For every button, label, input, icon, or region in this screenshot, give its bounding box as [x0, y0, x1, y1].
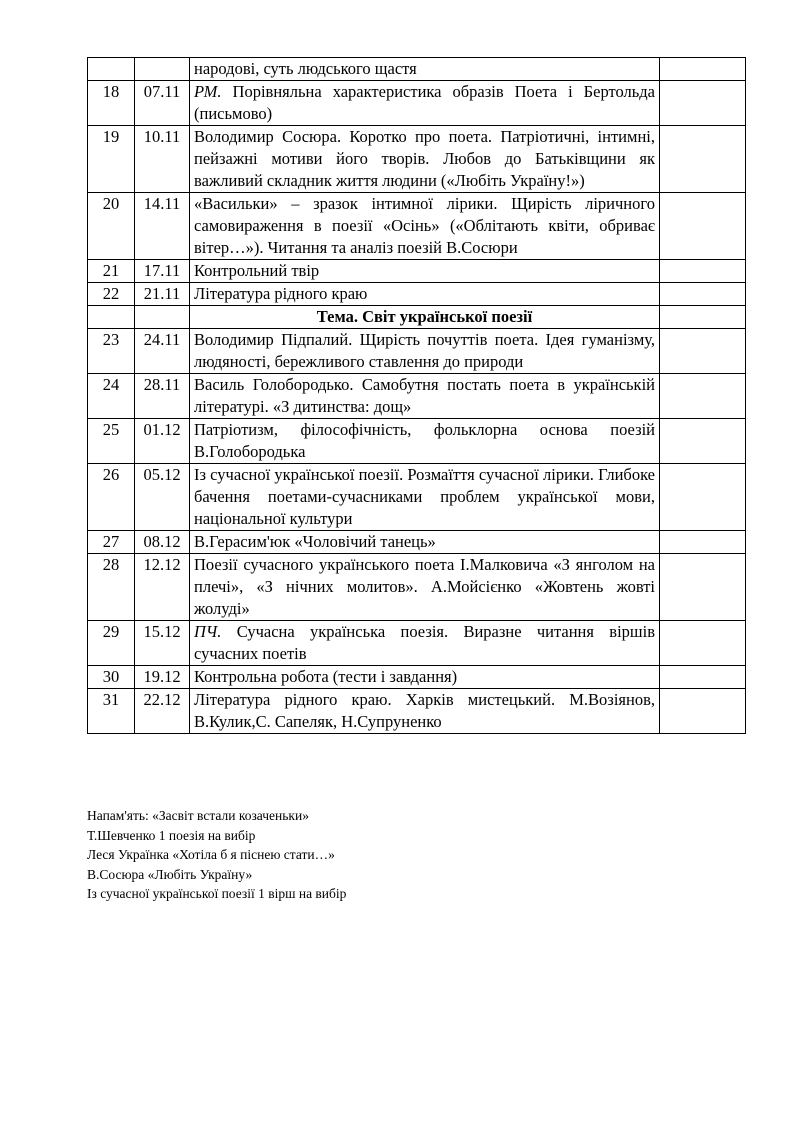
- lesson-note: [660, 464, 746, 531]
- lesson-date: 17.11: [135, 260, 190, 283]
- lesson-number: [88, 58, 135, 81]
- lesson-type-label: ПЧ.: [194, 622, 222, 641]
- table-row: [88, 419, 746, 464]
- lesson-topic-text: Володимир Підпалий. Щирість почуттів поета. Ідея гуманізму, людяності, бережливого ставлення до природи: [194, 330, 655, 371]
- lesson-date: 24.11: [135, 329, 190, 374]
- lesson-date: 21.11: [135, 283, 190, 306]
- table-row: [88, 621, 746, 666]
- table-row: [88, 554, 746, 621]
- lesson-topic: [190, 464, 660, 531]
- lesson-date: [135, 58, 190, 81]
- note-line: Т.Шевченко 1 поезія на вибір: [87, 827, 256, 843]
- table-row: [88, 260, 746, 283]
- lesson-topic-text: Література рідного краю. Харків мистецький. М.Возіянов, В.Кулик,С. Сапеляк, Н.Супруненко: [194, 690, 655, 731]
- lesson-note: [660, 126, 746, 193]
- table-row: [88, 329, 746, 374]
- table-row: [88, 531, 746, 554]
- memorization-notes: [87, 806, 346, 904]
- lesson-number: 23: [88, 329, 135, 374]
- lesson-note: [660, 260, 746, 283]
- theme-heading: Тема. Світ української поезії: [190, 306, 660, 329]
- lesson-topic: [190, 666, 660, 689]
- lesson-note: [660, 283, 746, 306]
- table-row: [88, 689, 746, 734]
- lesson-note: [660, 554, 746, 621]
- lesson-topic: [190, 419, 660, 464]
- lesson-topic-text: Контрольна робота (тести і завдання): [194, 667, 458, 686]
- lesson-number: 22: [88, 283, 135, 306]
- table-row: [88, 464, 746, 531]
- lesson-date: 28.11: [135, 374, 190, 419]
- lesson-topic: [190, 374, 660, 419]
- lesson-topic-text: Література рідного краю: [194, 284, 368, 303]
- lesson-number: 31: [88, 689, 135, 734]
- lesson-topic-text: Патріотизм, філософічність, фольклорна основа поезій В.Голобородька: [194, 420, 655, 461]
- empty-cell: [135, 306, 190, 329]
- lesson-topic-text: В.Герасим'юк «Чоловічий танець»: [194, 532, 436, 551]
- lesson-number: 30: [88, 666, 135, 689]
- lesson-number: 19: [88, 126, 135, 193]
- lesson-number: 18: [88, 81, 135, 126]
- lesson-number: 21: [88, 260, 135, 283]
- lesson-topic-text: Поезії сучасного українського поета І.Малковича «З янголом на плечі», «З нічних молитов». А.Мойсієнко «Жовтень жовті жолуді»: [194, 555, 655, 618]
- lesson-date: 15.12: [135, 621, 190, 666]
- lesson-number: 27: [88, 531, 135, 554]
- lesson-topic: [190, 126, 660, 193]
- table-row: [88, 126, 746, 193]
- table-row: [88, 58, 746, 81]
- lesson-topic-text: Василь Голобородько. Самобутня постать поета в українській літературі. «З дитинства: дощ»: [194, 375, 655, 416]
- lesson-topic: [190, 283, 660, 306]
- lesson-type-label: РМ.: [194, 82, 222, 101]
- empty-cell: [660, 306, 746, 329]
- table-row: [88, 81, 746, 126]
- lesson-note: [660, 374, 746, 419]
- lesson-date: 01.12: [135, 419, 190, 464]
- lesson-number: 24: [88, 374, 135, 419]
- lesson-number: 25: [88, 419, 135, 464]
- lesson-topic: [190, 81, 660, 126]
- lesson-topic-text: народові, суть людського щастя: [194, 59, 417, 78]
- theme-row: [88, 306, 746, 329]
- table-row: [88, 374, 746, 419]
- lesson-note: [660, 666, 746, 689]
- note-line: В.Сосюра «Любіть Україну»: [87, 866, 253, 882]
- note-line: Леся Українка «Хотіла б я піснею стати…»: [87, 847, 335, 862]
- lesson-date: 08.12: [135, 531, 190, 554]
- lesson-date: 19.12: [135, 666, 190, 689]
- table-row: [88, 666, 746, 689]
- table-row: [88, 283, 746, 306]
- lesson-topic: [190, 621, 660, 666]
- table-row: [88, 193, 746, 260]
- lesson-plan-table: [87, 57, 746, 734]
- lesson-topic: [190, 193, 660, 260]
- lesson-number: 28: [88, 554, 135, 621]
- lesson-topic-text: Володимир Сосюра. Коротко про поета. Патріотичні, інтимні, пейзажні мотиви його творів. Любов до Батьківщини як важливий складник життя людини («Любіть Україну!»): [194, 127, 655, 190]
- lesson-note: [660, 193, 746, 260]
- lesson-date: 22.12: [135, 689, 190, 734]
- lesson-note: [660, 58, 746, 81]
- lesson-topic: [190, 554, 660, 621]
- lesson-note: [660, 419, 746, 464]
- lesson-plan-body: [88, 58, 746, 734]
- lesson-topic-text: Порівняльна характеристика образів Поета і Бертольда (письмово): [194, 82, 655, 123]
- lesson-topic-text: Сучасна українська поезія. Виразне читання віршів сучасних поетів: [194, 622, 655, 663]
- lesson-topic: [190, 689, 660, 734]
- lesson-topic: [190, 531, 660, 554]
- lesson-number: 26: [88, 464, 135, 531]
- lesson-topic-text: Контрольний твір: [194, 261, 320, 280]
- lesson-topic: [190, 329, 660, 374]
- lesson-date: 10.11: [135, 126, 190, 193]
- lesson-topic: [190, 260, 660, 283]
- lesson-date: 12.12: [135, 554, 190, 621]
- lesson-topic: [190, 58, 660, 81]
- lesson-note: [660, 689, 746, 734]
- note-line: Із сучасної української поезії 1 вірш на вибір: [87, 886, 347, 901]
- empty-cell: [88, 306, 135, 329]
- lesson-topic-text: Із сучасної української поезії. Розмаїття сучасної лірики. Глибоке бачення поетами-сучасниками проблем української мови, національної культури: [194, 465, 655, 528]
- lesson-note: [660, 621, 746, 666]
- lesson-date: 14.11: [135, 193, 190, 260]
- lesson-topic-text: «Васильки» – зразок інтимної лірики. Щирість ліричного самовираження в поезії «Осінь» («Облітають квіти, обриває вітер…»). Читання та аналіз поезій В.Сосюри: [194, 194, 655, 257]
- lesson-number: 29: [88, 621, 135, 666]
- lesson-date: 07.11: [135, 81, 190, 126]
- lesson-note: [660, 329, 746, 374]
- lesson-date: 05.12: [135, 464, 190, 531]
- lesson-note: [660, 531, 746, 554]
- note-line: Напам'ять: «Засвіт встали козаченьки»: [87, 808, 309, 823]
- lesson-number: 20: [88, 193, 135, 260]
- lesson-note: [660, 81, 746, 126]
